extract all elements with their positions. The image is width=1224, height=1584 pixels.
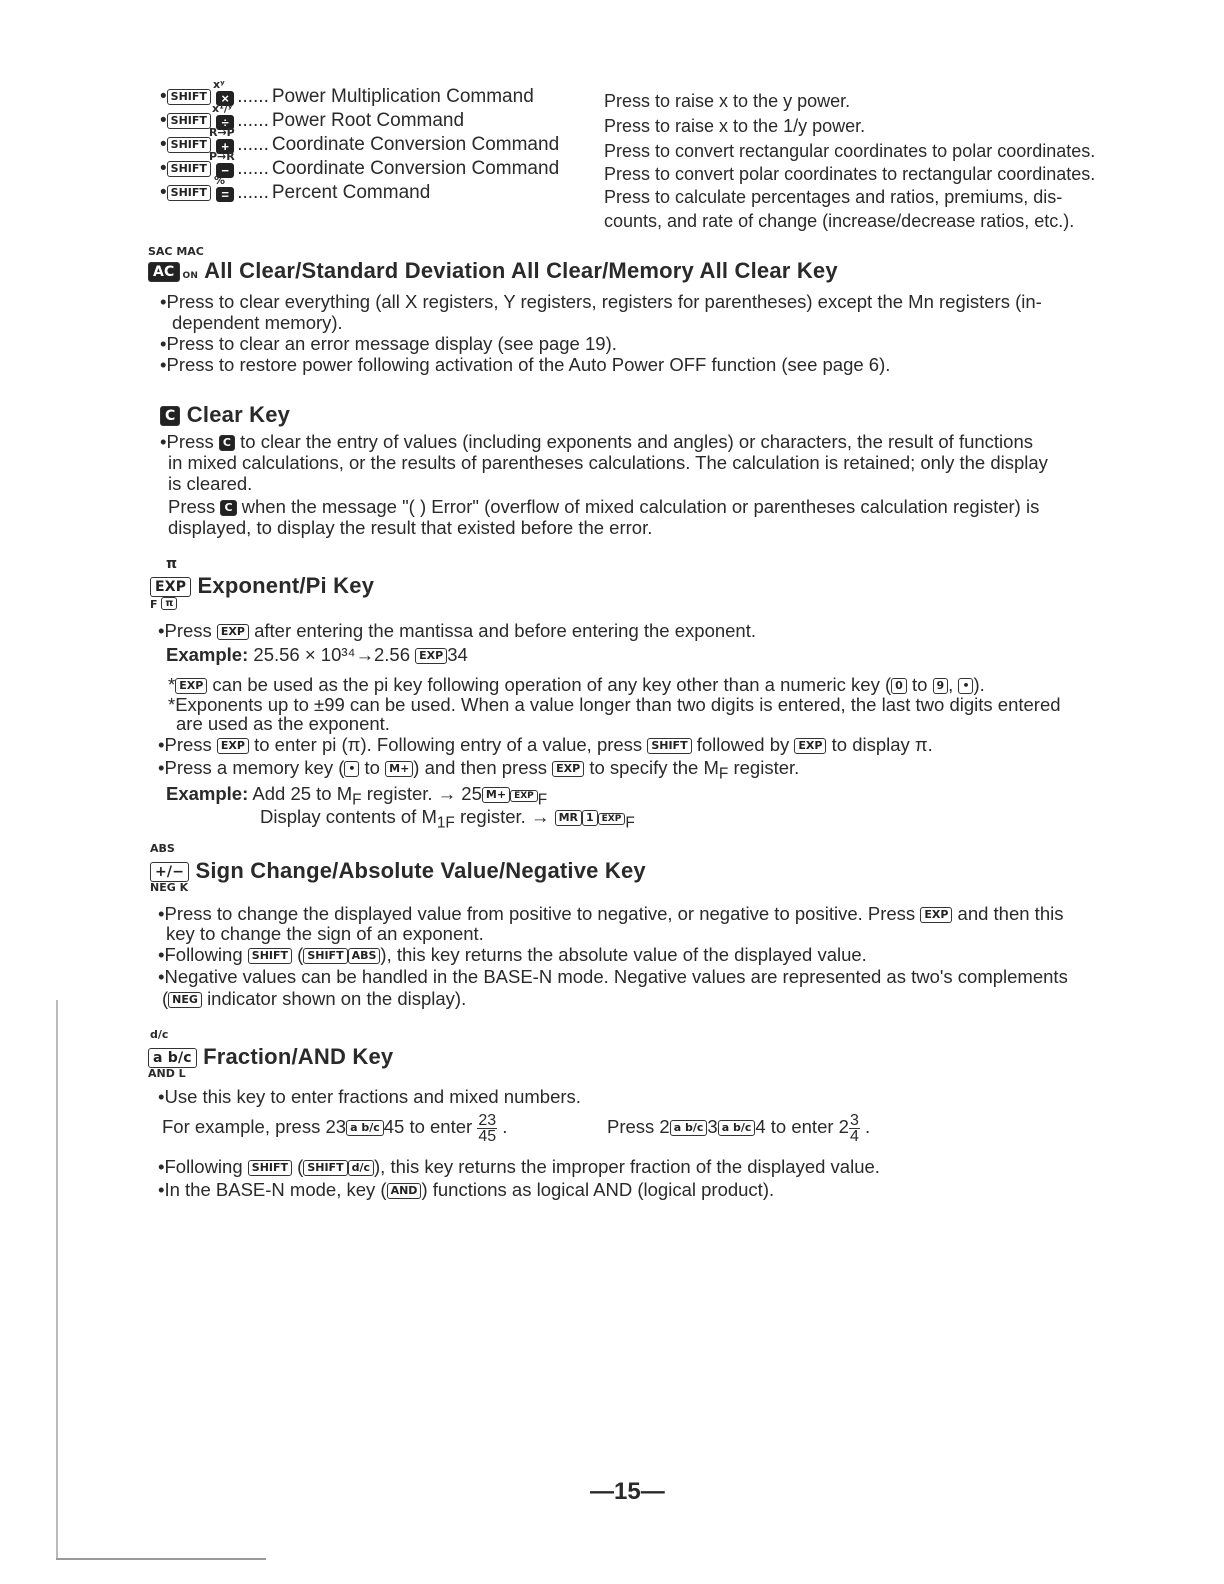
note-line: * EXP can be used as the pi key following operation of any key other than a numeric key ( 0 to 9 , • ). [168,674,985,695]
fraction-3-4: $\frac{3}{4}$ [849,1111,859,1145]
clear-heading [160,402,290,428]
paragraph-line: •Press EXP to enter pi (π). Following entry of a value, press SHIFT followed by EXP to display π. [158,734,933,755]
shift-key: SHIFT [248,1160,292,1176]
example-line: Display contents of $M_{1F}$ register. → MR 1 EXP $_F$ [260,806,635,832]
command-desc: counts, and rate of change (increase/decrease ratios, etc.). [604,211,1075,231]
fraction-key: a b/c [718,1120,756,1136]
ac-heading [148,258,838,284]
section-title: Sign Change/Absolute Value/Negative Key [195,858,646,883]
paragraph-line: •Use this key to enter fractions and mixed numbers. [158,1086,581,1107]
paragraph-line: •Press to restore power following activation of the Auto Power OFF function (see page 6). [160,354,891,375]
c-key: C [219,435,235,451]
exp-key: EXP [217,738,249,754]
nine-key: 9 [933,678,949,694]
zero-key: 0 [891,678,907,694]
command-row: • SHIFT − ...... Coordinate Conversion Command [160,158,560,179]
command-row: • SHIFT × ...... Power Multiplication Command [160,86,534,107]
shift-key: SHIFT [167,113,211,129]
exp-heading [150,573,374,599]
paragraph-line: •Press to change the displayed value from positive to negative, or negative to positive. Press EXP and then this [158,903,1064,924]
divide-key: ÷ [216,115,234,130]
paragraph-line: is cleared. [168,473,253,494]
and-key: AND [387,1183,422,1199]
key-top-label: x¹/ʸ [212,102,233,115]
section-title: Exponent/Pi Key [197,573,375,598]
shift-key: SHIFT [248,948,292,964]
exp-key: EXP [510,790,538,802]
neg-bottom-label: NEG K [150,881,189,894]
ac-top-label: SAC MAC [148,245,204,258]
command-name: Percent Command [271,182,431,203]
paragraph-line: Press 2 a b/c 3 a b/c 4 to enter 2 $\frac{3}{4}$ . [607,1111,871,1145]
plus-key: + [216,139,234,154]
and-bottom-label: AND L [148,1067,186,1080]
command-row: • SHIFT + ...... Coordinate Conversion Command [160,134,560,155]
m-plus-key: M+ [385,761,413,777]
dc-top-label: d/c [150,1028,169,1041]
paragraph-line: •Following SHIFT ( SHIFT d/c ), this key returns the improper fraction of the displayed value. [158,1156,880,1177]
sign-key: +/− [150,862,189,882]
command-desc: Press to calculate percentages and ratios, premiums, dis- [604,187,1063,207]
paragraph-line: dependent memory). [172,312,343,333]
page-number: —15— [590,1478,665,1505]
paragraph-line: ( NEG indicator shown on the display). [162,988,467,1009]
abs-key: ABS [348,948,381,964]
dc-key: d/c [348,1160,374,1176]
paragraph-line: •Press a memory key ( • to M+ ) and then press EXP to specify the $M_F$ register. [158,757,800,783]
key-top-label: R→P [209,126,235,139]
neg-indicator-icon: NEG [168,992,202,1008]
shift-key: SHIFT [167,89,211,105]
pi-top-label: π [166,556,178,572]
shift-key: SHIFT [303,1160,347,1176]
c-key: C [160,406,180,426]
shift-key: SHIFT [167,185,211,201]
command-name: Coordinate Conversion Command [271,158,560,179]
command-row: • SHIFT = ...... Percent Command [160,182,431,203]
shift-key: SHIFT [647,738,691,754]
fraction-key: a b/c [148,1048,197,1068]
equals-key: = [216,187,234,202]
fraction-23-45: $\frac{23}{45}$ [478,1111,497,1145]
sign-heading [150,858,646,884]
fraction-key: a b/c [670,1120,708,1136]
shift-key: SHIFT [167,137,211,153]
exp-key: EXP [794,738,826,754]
paragraph-line: •Following SHIFT ( SHIFT ABS ), this key returns the absolute value of the displayed value. [158,944,867,965]
ac-key: AC [148,262,180,282]
exp-key: EXP [552,761,584,777]
exp-key: EXP [217,624,249,640]
shift-key: SHIFT [303,948,347,964]
scan-edge-line [56,1000,58,1560]
paragraph-line: •Press EXP after entering the mantissa and before entering the exponent. [158,620,757,641]
paragraph-line: •Press C to clear the entry of values (including exponents and angles) or characters, the result of functions [160,431,1033,452]
m-plus-key: M+ [482,787,510,803]
dot-key: • [344,761,359,777]
dot-key: • [958,678,973,694]
command-name: Power Root Command [271,110,465,131]
paragraph-line: •Negative values can be handled in the BASE-N mode. Negative values are represented as two's complements [158,966,1068,987]
one-key: 1 [582,810,598,826]
abs-top-label: ABS [150,842,175,855]
scan-edge-line [56,1558,266,1560]
paragraph-line: Press C when the message "( ) Error" (overflow of mixed calculation or parentheses calculation register) is [168,496,1040,517]
paragraph-line: •In the BASE-N mode, key ( AND ) functions as logical AND (logical product). [158,1179,775,1200]
command-name: Coordinate Conversion Command [271,134,560,155]
paragraph-line: For example, press 23 a b/c 45 to enter $\frac{23}{45}$ . [162,1111,508,1145]
section-title: Clear Key [186,402,291,427]
paragraph-line: displayed, to display the result that existed before the error. [168,517,653,538]
section-title: All Clear/Standard Deviation All Clear/Memory All Clear Key [204,258,838,283]
exp-key: EXP [920,907,952,923]
key-top-label: P→R [209,150,235,163]
c-key: C [220,500,236,516]
exp-key: EXP [150,577,191,597]
command-name: Power Multiplication Command [271,86,534,107]
example-line: Example: 25.56 × 10³⁴→2.56 EXP 34 [166,644,468,665]
paragraph-line: in mixed calculations, or the results of parentheses calculations. The calculation is retained; only the display [168,452,1048,473]
command-desc: Press to raise x to the y power. [604,91,851,111]
note-line: are used as the exponent. [176,713,390,734]
paragraph-line: •Press to clear an error message display (see page 19). [160,333,617,354]
exp-bottom-label: F π [150,597,177,611]
exp-key: EXP [415,648,447,664]
fraction-key: a b/c [346,1120,384,1136]
paragraph-line: •Press to clear everything (all X registers, Y registers, registers for parentheses) except the Mn registers (in- [160,291,1042,312]
on-label: ON [182,271,199,281]
key-top-label: xʸ [213,78,225,91]
example-line: Example: Add 25 to $M_F$ register. → 25 M+ EXP $_F$ [166,783,548,809]
note-line: *Exponents up to ±99 can be used. When a value longer than two digits is entered, the last two digits entered [168,694,1061,715]
paragraph-line: key to change the sign of an exponent. [166,923,484,944]
exp-key: EXP [598,813,626,825]
key-top-label: % [214,174,226,187]
exp-key: EXP [175,678,207,694]
shift-key: SHIFT [167,161,211,177]
command-desc: Press to convert rectangular coordinates to polar coordinates. [604,141,1096,161]
minus-key: − [216,163,234,178]
mr-key: MR [555,810,582,826]
command-row: • SHIFT ÷ ...... Power Root Command [160,110,465,131]
multiply-key: × [216,91,234,106]
command-desc: Press to raise x to the 1/y power. [604,116,866,136]
section-title: Fraction/AND Key [203,1044,394,1069]
command-desc: Press to convert polar coordinates to rectangular coordinates. [604,164,1096,184]
